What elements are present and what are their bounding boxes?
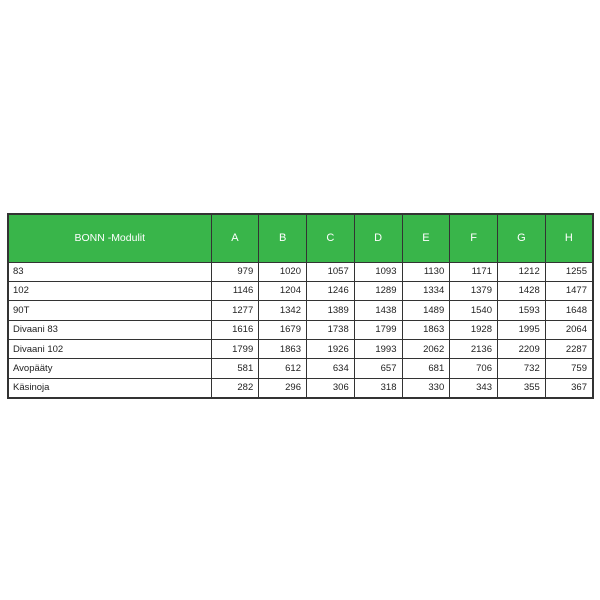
- table-cell: 1863: [259, 340, 307, 359]
- row-label: 83: [8, 262, 211, 281]
- table-cell: 1212: [498, 262, 546, 281]
- table-cell: 2062: [402, 340, 450, 359]
- table-cell: 1593: [498, 301, 546, 320]
- row-label: Divaani 102: [8, 340, 211, 359]
- table-cell: 1477: [545, 281, 593, 300]
- table-cell: 1146: [211, 281, 259, 300]
- header-col-f: F: [450, 214, 498, 262]
- table-cell: 355: [498, 378, 546, 397]
- table-cell: 306: [307, 378, 355, 397]
- header-col-h: H: [545, 214, 593, 262]
- table-cell: 1679: [259, 320, 307, 339]
- row-label: Avopääty: [8, 359, 211, 378]
- table-cell: 581: [211, 359, 259, 378]
- size-table: [7, 213, 594, 399]
- header-col-c: C: [307, 214, 355, 262]
- table-cell: 318: [354, 378, 402, 397]
- table-cell: 657: [354, 359, 402, 378]
- table-cell: 2209: [498, 340, 546, 359]
- header-col-b: B: [259, 214, 307, 262]
- table-cell: 2287: [545, 340, 593, 359]
- table-row: [8, 281, 593, 300]
- table-cell: 1799: [354, 320, 402, 339]
- table-cell: 1171: [450, 262, 498, 281]
- table-cell: 1342: [259, 301, 307, 320]
- table-cell: 1926: [307, 340, 355, 359]
- row-label: 102: [8, 281, 211, 300]
- table-cell: 1863: [402, 320, 450, 339]
- table-cell: 1738: [307, 320, 355, 339]
- table-cell: 732: [498, 359, 546, 378]
- table-cell: 1204: [259, 281, 307, 300]
- table-cell: 681: [402, 359, 450, 378]
- table-cell: 1379: [450, 281, 498, 300]
- header-label: BONN -Modulit: [8, 214, 211, 262]
- table-cell: 1020: [259, 262, 307, 281]
- table-row: [8, 378, 593, 397]
- table-row: [8, 320, 593, 339]
- table-cell: 1489: [402, 301, 450, 320]
- table-cell: 296: [259, 378, 307, 397]
- header-col-a: A: [211, 214, 259, 262]
- table-cell: 1130: [402, 262, 450, 281]
- table-cell: 1246: [307, 281, 355, 300]
- table-cell: 330: [402, 378, 450, 397]
- table-cell: 1616: [211, 320, 259, 339]
- table-cell: 612: [259, 359, 307, 378]
- table-cell: 1289: [354, 281, 402, 300]
- table-cell: 1093: [354, 262, 402, 281]
- table-header-row: [8, 214, 593, 262]
- table-cell: 1438: [354, 301, 402, 320]
- table-cell: 759: [545, 359, 593, 378]
- table-cell: 1993: [354, 340, 402, 359]
- table-cell: 1334: [402, 281, 450, 300]
- table-row: [8, 359, 593, 378]
- table-cell: 282: [211, 378, 259, 397]
- table-row: [8, 301, 593, 320]
- header-col-d: D: [354, 214, 402, 262]
- table-cell: 1057: [307, 262, 355, 281]
- row-label: 90T: [8, 301, 211, 320]
- row-label: Käsinoja: [8, 378, 211, 397]
- table-cell: 2064: [545, 320, 593, 339]
- table-cell: 1799: [211, 340, 259, 359]
- table-cell: 1928: [450, 320, 498, 339]
- table-cell: 367: [545, 378, 593, 397]
- table-row: [8, 262, 593, 281]
- table-cell: 634: [307, 359, 355, 378]
- header-col-e: E: [402, 214, 450, 262]
- table-cell: 1277: [211, 301, 259, 320]
- size-table-container: [7, 213, 594, 399]
- table-cell: 706: [450, 359, 498, 378]
- table-cell: 979: [211, 262, 259, 281]
- table-cell: 1428: [498, 281, 546, 300]
- header-col-g: G: [498, 214, 546, 262]
- table-cell: 1540: [450, 301, 498, 320]
- table-cell: 1995: [498, 320, 546, 339]
- table-row: [8, 340, 593, 359]
- table-cell: 343: [450, 378, 498, 397]
- row-label: Divaani 83: [8, 320, 211, 339]
- table-cell: 1648: [545, 301, 593, 320]
- table-cell: 1389: [307, 301, 355, 320]
- table-cell: 1255: [545, 262, 593, 281]
- table-cell: 2136: [450, 340, 498, 359]
